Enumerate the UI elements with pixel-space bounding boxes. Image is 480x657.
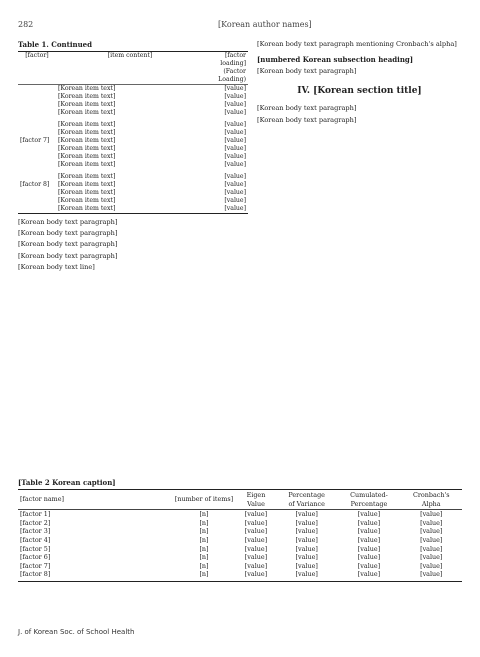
table1-row: [18, 85, 248, 93]
journal-footer: J. of Korean Soc. of School Health: [18, 628, 135, 636]
table1-factor-cell: [18, 85, 56, 93]
table2-cell-cum: [value]: [357, 510, 381, 519]
table2-cell-name: [factor 4]: [20, 535, 51, 544]
table1-header-item: [item content]: [107, 52, 153, 59]
right-paragraph-4: [Korean body text paragraph]: [257, 115, 357, 124]
table1-row: [18, 137, 248, 145]
table1-row: [18, 197, 248, 205]
table1-loading-cell: [value]: [224, 205, 246, 212]
table2-cell-eigen: [value]: [244, 535, 268, 544]
right-paragraph-1: [Korean body text paragraph mentioning Cronbach's alpha]: [257, 40, 457, 48]
table1-row: [18, 121, 248, 129]
table2-cell-name: [factor 6]: [20, 553, 51, 562]
table1-factor-cell: [18, 153, 56, 161]
section-heading: IV. [Korean section title]: [297, 86, 422, 97]
table1-loading-cell: [value]: [224, 121, 246, 128]
table2-row: [18, 562, 462, 571]
right-column: [257, 40, 462, 125]
table1-row: [18, 101, 248, 109]
left-paragraph-3: [Korean body text paragraph]: [18, 240, 118, 249]
table2-header-alpha: Cronbach's Alpha: [401, 490, 462, 510]
right-paragraph-3: [Korean body text paragraph]: [257, 104, 357, 113]
table1-factor-cell: [18, 189, 56, 197]
table1-item-cell: [Korean item text]: [58, 129, 116, 136]
table1-factor-cell: [factor 8]: [20, 181, 50, 188]
table2-cell-alpha: [value]: [420, 527, 443, 536]
table1: [18, 52, 248, 213]
table1-factor-cell: [factor 7]: [20, 137, 50, 144]
table1-factor-cell: [18, 145, 56, 153]
table1-loading-cell: [value]: [224, 197, 246, 204]
table1-item-cell: [Korean item text]: [58, 181, 116, 188]
table2-header-items: [number of items]: [172, 490, 236, 510]
table1-item-cell: [Korean item text]: [58, 85, 116, 92]
table2-cell-items: [n]: [199, 553, 209, 562]
table1-item-cell: [Korean item text]: [58, 145, 116, 152]
table2-cell-alpha: [value]: [401, 570, 462, 581]
table1-row: [18, 205, 248, 213]
table2-cell-eigen: [value]: [244, 527, 268, 536]
table1-factor-cell: [18, 205, 56, 213]
left-paragraph-5: [Korean body text line]: [18, 262, 95, 271]
table1-title: Table 1. Continued: [18, 40, 93, 49]
table1-factor-cell: [18, 93, 56, 101]
table2-header-name: [factor name]: [18, 490, 172, 510]
table1-item-cell: [Korean item text]: [58, 161, 116, 168]
table2-cell-alpha: [value]: [420, 561, 443, 570]
table2-cell-name: [factor 5]: [20, 544, 51, 553]
table2-cell-pct: [value]: [295, 553, 318, 562]
table2-cell-items: [n]: [199, 544, 209, 553]
table1-loading-cell: [value]: [224, 93, 246, 100]
table1-factor-cell: [18, 101, 56, 109]
table2-row: [18, 510, 462, 519]
table2-wrapper: [18, 478, 462, 582]
table2-body: [18, 510, 462, 582]
table1-row: [18, 145, 248, 153]
table2-cell-name: [factor 1]: [20, 510, 51, 519]
table2-cell-cum: [value]: [357, 527, 381, 536]
table2-row: [18, 570, 462, 581]
table1-row: [18, 161, 248, 169]
table1-item-cell: [Korean item text]: [58, 121, 116, 128]
table1-factor-cell: [18, 197, 56, 205]
table2-header-pct: Percentage of Variance: [276, 490, 337, 510]
table2-cell-cum: [value]: [357, 518, 381, 527]
table1-header-factor: [factor]: [25, 52, 49, 59]
table2-row: [18, 536, 462, 545]
table2-cell-alpha: [value]: [420, 544, 443, 553]
table1-factor-cell: [18, 109, 56, 117]
running-title: [Korean author names]: [218, 20, 312, 29]
left-paragraph-2: [Korean body text paragraph]: [18, 229, 118, 238]
page-number: 282: [18, 20, 34, 29]
table2-cell-cum: [value]: [357, 553, 381, 562]
table2-cell-name: [factor 3]: [20, 527, 51, 536]
table1-factor-cell: [18, 129, 56, 137]
table1-row: [18, 153, 248, 161]
table1-row: [18, 109, 248, 117]
table1-item-cell: [Korean item text]: [58, 205, 116, 212]
table2-cell-pct: [value]: [295, 561, 318, 570]
table1-loading-cell: [value]: [224, 181, 246, 188]
table1-row: [18, 181, 248, 189]
left-paragraph-4: [Korean body text paragraph]: [18, 251, 118, 260]
table2-row: [18, 553, 462, 562]
table1-loading-cell: [value]: [224, 109, 246, 116]
table2-row: [18, 527, 462, 536]
table1-header-loading: [factor loading] (Factor Loading): [218, 52, 246, 83]
table2-cell-cum: [value]: [357, 544, 381, 553]
table2-cell-name: [factor 2]: [20, 518, 51, 527]
table2-cell-pct: [value]: [276, 570, 337, 581]
right-paragraph-2: [Korean body text paragraph]: [257, 67, 357, 76]
left-column: [18, 40, 248, 272]
table1-row: [18, 129, 248, 137]
table1-loading-cell: [value]: [224, 189, 246, 196]
table2-cell-pct: [value]: [295, 510, 318, 519]
table1-item-cell: [Korean item text]: [58, 153, 116, 160]
table1-item-cell: [Korean item text]: [58, 109, 116, 116]
table1-loading-cell: [value]: [224, 101, 246, 108]
table1-row: [18, 189, 248, 197]
table1-item-cell: [Korean item text]: [58, 137, 116, 144]
table2-cell-alpha: [value]: [420, 553, 443, 562]
table2-cell-items: [n]: [199, 561, 209, 570]
table2-cell-cum: [value]: [357, 561, 381, 570]
table2-row: [18, 545, 462, 554]
table2-cell-items: [n]: [199, 510, 209, 519]
table1-row: [18, 93, 248, 101]
table2-cell-alpha: [value]: [420, 518, 443, 527]
table2-cell-items: [n]: [199, 535, 209, 544]
table2-cell-alpha: [value]: [420, 510, 443, 519]
table2-cell-eigen: [value]: [244, 518, 268, 527]
table2-cell-pct: [value]: [295, 518, 318, 527]
table2-cell-alpha: [value]: [420, 535, 443, 544]
table2-header-eigen: Eigen Value: [236, 490, 276, 510]
table2-cell-name: [factor 7]: [20, 561, 51, 570]
subsection-heading: [numbered Korean subsection heading]: [257, 55, 414, 65]
table2-cell-eigen: [value]: [236, 570, 276, 581]
table2-cell-name: [factor 8]: [18, 570, 172, 581]
table1-loading-cell: [value]: [224, 129, 246, 136]
table1-factor-cell: [18, 173, 56, 181]
table1-factor-cell: [18, 121, 56, 129]
table1-loading-cell: [value]: [224, 161, 246, 168]
table1-item-cell: [Korean item text]: [58, 101, 116, 108]
table2-cell-cum: [value]: [357, 535, 381, 544]
table1-loading-cell: [value]: [224, 85, 246, 92]
table1-loading-cell: [value]: [224, 137, 246, 144]
table1-loading-cell: [value]: [224, 153, 246, 160]
table2-cell-items: [n]: [172, 570, 236, 581]
table1-item-cell: [Korean item text]: [58, 189, 116, 196]
table2: [18, 490, 462, 582]
table2-cell-eigen: [value]: [244, 510, 268, 519]
table2-cell-pct: [value]: [295, 544, 318, 553]
table1-item-cell: [Korean item text]: [58, 173, 116, 180]
left-paragraph-1: [Korean body text paragraph]: [18, 218, 118, 226]
table2-cell-items: [n]: [199, 518, 209, 527]
table2-cell-eigen: [value]: [244, 553, 268, 562]
table1-item-cell: [Korean item text]: [58, 197, 116, 204]
table1-loading-cell: [value]: [224, 145, 246, 152]
table1-loading-cell: [value]: [224, 173, 246, 180]
table2-cell-eigen: [value]: [244, 544, 268, 553]
table2-cell-eigen: [value]: [244, 561, 268, 570]
table2-cell-pct: [value]: [295, 535, 318, 544]
running-header: [18, 18, 462, 32]
table2-cell-cum: [value]: [337, 570, 400, 581]
table2-row: [18, 519, 462, 528]
table2-header-cum: Cumulated- Percentage: [337, 490, 400, 510]
table2-cell-items: [n]: [199, 527, 209, 536]
table2-title: [Table 2 Korean caption]: [18, 478, 116, 487]
table1-factor-cell: [18, 161, 56, 169]
table1-row: [18, 173, 248, 181]
table1-body: [18, 85, 248, 213]
table1-item-cell: [Korean item text]: [58, 93, 116, 100]
table2-cell-pct: [value]: [295, 527, 318, 536]
